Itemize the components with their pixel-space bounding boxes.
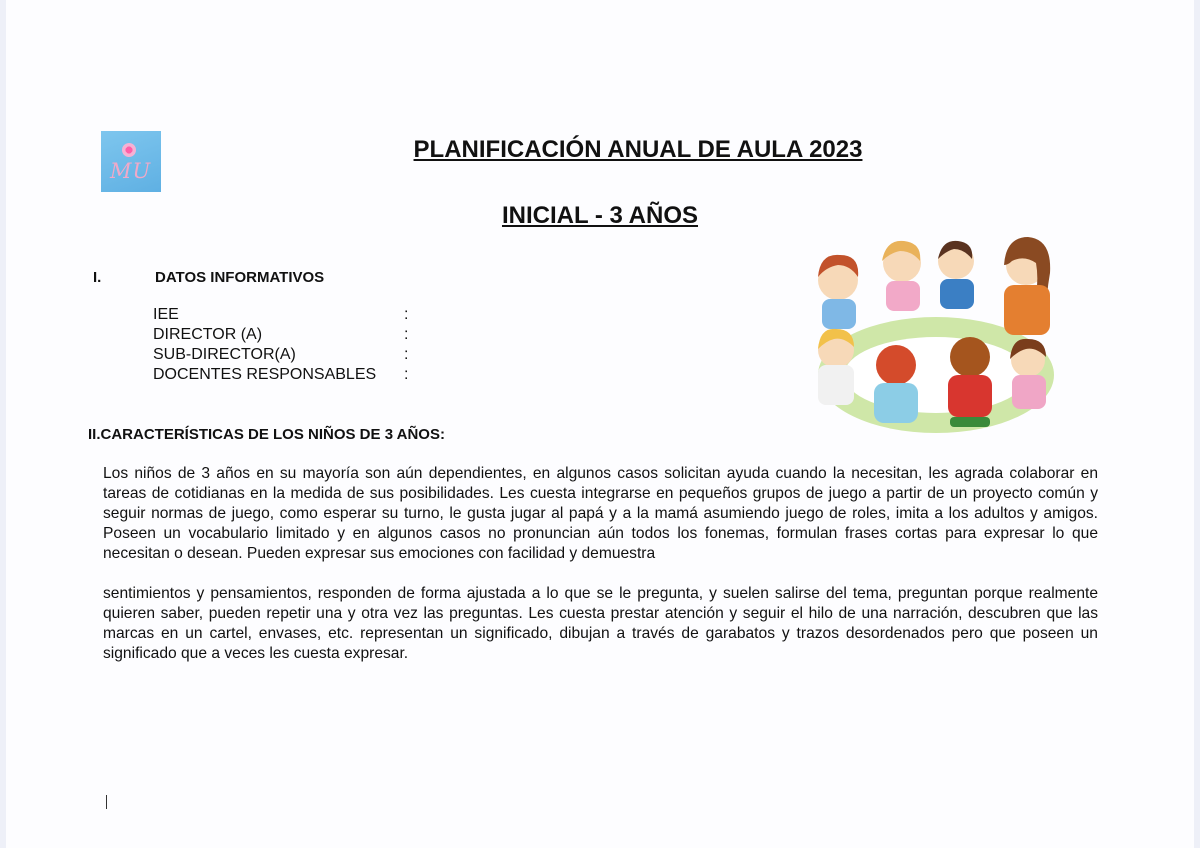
page-edge-right: [1194, 0, 1200, 848]
logo-text: MU: [110, 159, 152, 183]
field-subdirector-colon: :: [404, 346, 409, 363]
field-iee-colon: :: [404, 306, 409, 323]
section-1-number: I.: [93, 269, 102, 286]
document-subtitle: INICIAL - 3 AÑOS: [501, 202, 699, 229]
field-subdirector-label: SUB-DIRECTOR(A): [153, 346, 296, 363]
section-1-title: DATOS INFORMATIVOS: [155, 269, 325, 286]
characteristics-paragraph-a: Los niños de 3 años en su mayoría son aún dependientes, en algunos casos solicitan ayuda cuando la necesitan, les agrada colaborar en tareas de cotidianas en la medida de sus posibilidades. Les cuesta integrarse en pequeños grupos de juego a partir de un proyecto común y seguir normas de juego, como esperar su turno, le gusta jugar al papá y a la mamá asumiendo juego de roles, imita a los adultos y amigos. Poseen un vocabulario limitado y en algunos casos no pronuncian aún todos los fonemas, formulan frases cortas para expresar lo que necesitan o desean. Pueden expresar sus emociones con facilidad y demuestra: [103, 465, 1098, 562]
characteristics-paragraph-b: sentimientos y pensamientos, responden de forma ajustada a lo que se le pregunta, y suelen salirse del tema, preguntan porque realmente quieren saber, pueden repetir una y otra vez las preguntas. Les cuesta prestar atención y seguir el hilo de una narración, descubren que las marcas en un cartel, envases, etc. representan un significado, dibujan a través de garabatos y trazos desordenados pero que poseen un significado que a veces les cuesta expresar.: [103, 585, 1098, 662]
section-2-title: II.CARACTERÍSTICAS DE LOS NIÑOS DE 3 AÑOS:: [88, 426, 445, 443]
field-docentes-colon: :: [404, 366, 409, 383]
field-docentes-label: DOCENTES RESPONSABLES: [153, 366, 377, 383]
document-title: PLANIFICACIÓN ANUAL DE AULA 2023: [413, 136, 863, 163]
field-director-colon: :: [404, 326, 409, 343]
text-cursor-mark: [106, 795, 107, 809]
field-iee-label: IEE: [153, 306, 179, 323]
page-edge-left: [0, 0, 6, 848]
field-director-label: DIRECTOR (A): [153, 326, 263, 343]
children-circle-illustration: [800, 225, 1072, 441]
